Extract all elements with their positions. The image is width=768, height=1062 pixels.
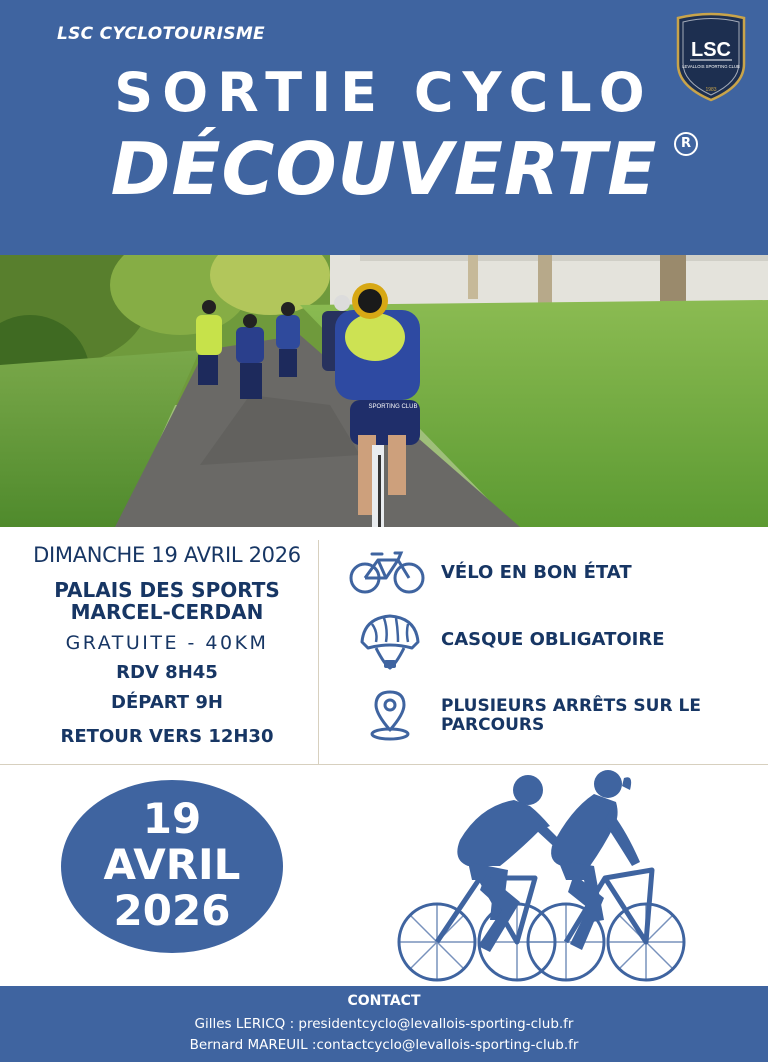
badge-month: AVRIL xyxy=(103,840,241,889)
badge-year: 2026 xyxy=(113,886,231,935)
return-time: RETOUR VERS 12H30 xyxy=(60,726,274,747)
title-line-2: DÉCOUVERTE xyxy=(110,127,658,211)
departure-time: DÉPART 9H xyxy=(111,692,223,713)
jersey-text: SPORTING CLUB xyxy=(368,404,418,410)
requirement-helmet: CASQUE OBLIGATOIRE xyxy=(441,629,665,650)
contact-title: CONTACT xyxy=(347,993,421,1009)
location-pin-icon xyxy=(368,688,412,742)
title-line-1: SORTIE CYCLO xyxy=(114,61,654,124)
club-logo xyxy=(672,12,750,102)
requirement-bike: VÉLO EN BON ÉTAT xyxy=(441,562,632,583)
event-date: DIMANCHE 19 AVRIL 2026 xyxy=(33,543,301,567)
price-distance: GRATUITE - 40KM xyxy=(65,632,269,654)
venue-line-2: MARCEL-CERDAN xyxy=(70,600,264,624)
cyclists-silhouette xyxy=(390,770,700,985)
logo-initials: LSC xyxy=(691,39,731,61)
bicycle-icon xyxy=(348,548,426,596)
venue-line-1: PALAIS DES SPORTS xyxy=(54,578,280,602)
horizontal-divider xyxy=(0,764,768,765)
club-name: LSC CYCLOTOURISME xyxy=(57,24,265,44)
requirement-stops: PLUSIEURS ARRÊTS SUR LE PARCOURS xyxy=(441,696,701,735)
logo-subtitle: LEVALLOIS SPORTING CLUB xyxy=(682,64,740,69)
helmet-icon xyxy=(358,612,422,672)
cyclists-photo xyxy=(0,255,768,527)
contact-gilles[interactable]: Gilles LERICQ : presidentcyclo@levallois-sporting-club.fr xyxy=(194,1016,574,1032)
logo-year: 1983 xyxy=(705,87,717,93)
contact-bernard[interactable]: Bernard MAREUIL :contactcyclo@levallois-sporting-club.fr xyxy=(189,1037,579,1053)
registered-mark: R xyxy=(674,132,698,156)
meeting-time: RDV 8H45 xyxy=(116,662,218,683)
badge-day: 19 xyxy=(142,794,202,843)
